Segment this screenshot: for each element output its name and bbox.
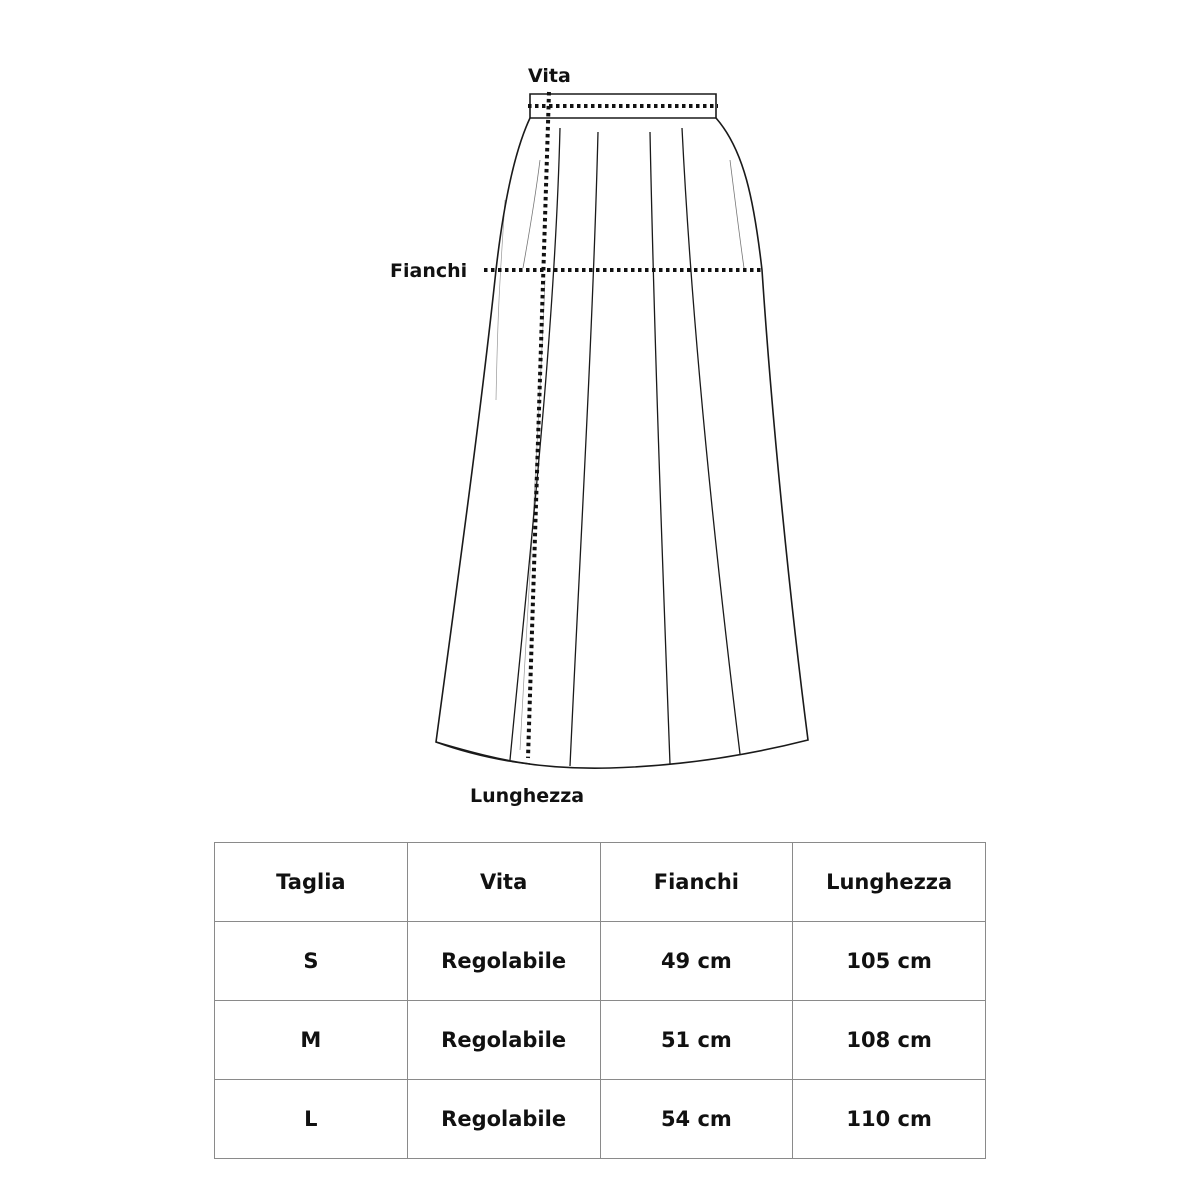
- length-guide: [528, 92, 549, 758]
- cell-waist: Regolabile: [407, 1080, 600, 1159]
- cell-length: 108 cm: [793, 1001, 986, 1080]
- cell-length: 110 cm: [793, 1080, 986, 1159]
- cell-hips: 49 cm: [600, 922, 793, 1001]
- header-size: Taglia: [215, 843, 408, 922]
- pleat-3: [650, 132, 670, 764]
- header-waist: Vita: [407, 843, 600, 922]
- table-row: [215, 1001, 986, 1080]
- pleat-4: [682, 128, 740, 754]
- cell-size: S: [215, 922, 408, 1001]
- skirt-outline: [436, 118, 808, 768]
- label-waist: Vita: [528, 65, 571, 87]
- cell-hips: 51 cm: [600, 1001, 793, 1080]
- table-row: [215, 1080, 986, 1159]
- cell-size: L: [215, 1080, 408, 1159]
- measurement-guides: [484, 92, 762, 758]
- pleat-1: [510, 128, 560, 760]
- header-length: Lunghezza: [793, 843, 986, 922]
- label-length: Lunghezza: [470, 785, 585, 807]
- header-hips: Fianchi: [600, 843, 793, 922]
- label-hips: Fianchi: [390, 260, 468, 282]
- skirt-hem: [436, 742, 530, 764]
- skirt-pleats: [496, 128, 744, 766]
- pleat-2: [570, 132, 598, 766]
- cell-length: 105 cm: [793, 922, 986, 1001]
- cell-size: M: [215, 1001, 408, 1080]
- cell-waist: Regolabile: [407, 922, 600, 1001]
- pleat-5: [523, 160, 540, 268]
- size-table: [214, 842, 986, 1159]
- cell-hips: 54 cm: [600, 1080, 793, 1159]
- table-row: [215, 922, 986, 1001]
- cell-waist: Regolabile: [407, 1001, 600, 1080]
- table-header-row: [215, 843, 986, 922]
- pleat-8: [520, 280, 545, 750]
- pleat-6: [730, 160, 744, 268]
